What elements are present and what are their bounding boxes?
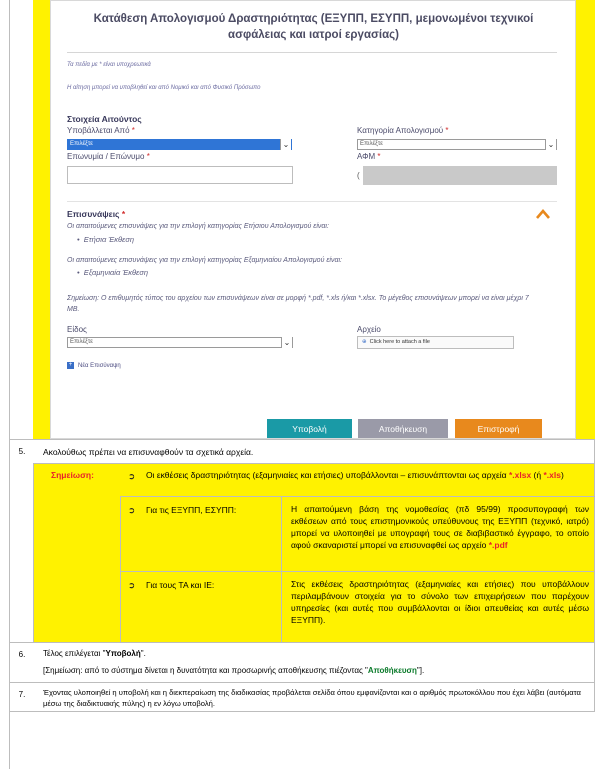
name-label: Επωνυμία / Επώνυμο * [67,152,150,161]
step-number: 7. [18,690,26,699]
type-label: Είδος [67,325,87,334]
step-5-row [9,439,595,463]
section-divider [67,201,557,202]
form-screenshot [50,0,576,439]
new-attachment-link[interactable]: + Νέα Επισύναψη [68,362,121,370]
file-type-note: Σημείωση: Ο επιθυμητός τύπος του αρχείου των επισυνάψεων είναι σε μορφή *.pdf, *.xls ή/και *.xlsx. Το μέγεθος επισυνάψεων μπορεί να είναι μέχρι 7 MB. [67,295,529,313]
type-select[interactable]: Επιλέξτε ⌄ [67,337,293,348]
semiannual-requirements-text: Οι απαιτούμενες επισυνάψεις για την επιλογή κατηγορίας Εξαμηνιαίου Απολογισμού είναι: [67,257,342,264]
chevron-up-icon[interactable] [535,207,551,221]
title-divider [67,52,557,53]
note-1-text: Οι εκθέσεις δραστηριότητας (εξαμηνιαίες και ετήσιες) υποβάλλονται – επισυνάπτονται ως αρχεία *.xlsx (ή *.xls) [146,470,564,480]
note-arrow-1: ➲ [128,471,136,481]
name-input[interactable] [67,166,293,184]
semiannual-required-item: • Εξαμηνιαία Έκθεση [77,268,149,277]
highlight-strip-left [33,0,50,439]
step-6-text: Τέλος επιλέγεται "Υποβολή". [43,649,146,658]
step-5-text: Ακολούθως πρέπει να επισυναφθούν τα σχετικά αρχεία. [43,447,254,457]
step-number: 6. [18,650,26,659]
document-page [9,0,595,769]
chevron-down-icon: ⌄ [281,337,292,348]
afm-label: ΑΦΜ * [357,152,381,161]
attach-icon: ⊕ [362,339,367,345]
required-fields-note: Τα πεδία με * είναι υποχρεωτικά [67,62,151,68]
annual-requirements-text: Οι απαιτούμενες επισυνάψεις για την επιλογή κατηγορίας Ετήσιου Απολογισμού είναι: [67,223,329,230]
category-select[interactable]: Επιλέξτε ⌄ [357,139,557,150]
afm-field-stub: ( [357,171,360,180]
save-button[interactable]: Αποθήκευση [358,419,448,439]
chevron-down-icon: ⌄ [280,139,291,150]
applicant-section-title: Στοιχεία Αιτούντος [67,114,142,124]
note-2-text: Η απαιτούμενη βάση της νομοθεσίας (πδ 95/99) προσυπογραφή των εκθέσεων από τους επιστημονικούς υπεύθυνους της ΕΞΥΠΠ (τεχνικό, ιατρό) μπορεί να υλοποιηθεί με υπογραφή τους σε διαβιβαστικό έγγραφο, το οποίο αφού σκαναριστεί μπορεί να επισυναφθεί ως αρχείο *.pdf [291,504,589,550]
attach-file-button[interactable]: ⊕ Click here to attach a file [357,336,514,349]
plus-icon: + [68,362,73,368]
highlight-strip-right [576,0,595,439]
applicant-type-note: Η αίτηση μπορεί να υποβληθεί και από Νομικό και από Φυσικό Πρόσωπο [67,85,261,91]
note-label: Σημείωση: [51,470,94,480]
back-button[interactable]: Επιστροφή [455,419,542,439]
file-label: Αρχείο [357,325,381,334]
step-7-text: Έχοντας υλοποιηθεί η υποβολή και η διεκπεραίωση της διαδικασίας προβάλεται σελίδα όπου εμφανίζονται και ο αριθμός πρωτοκόλλου που έχει λάβει (αυτόματα μέσω της διαδικτυακής πύλης) η εν λόγω υποβολή. [43,688,581,708]
step-6-row [9,642,595,682]
note-arrow-2: ➲ [128,505,136,515]
submit-button[interactable]: Υποβολή [267,419,352,439]
chevron-down-icon: ⌄ [545,139,556,150]
category-label: Κατηγορία Απολογισμού * [357,126,449,135]
form-title: Κατάθεση Απολογισμού Δραστηριότητας (ΕΞΥΠΠ, ΕΣΥΠΠ, μεμονωμένοι τεχνικοί ασφάλειας και ιατροί εργασίας) [93,13,534,41]
note-2-label: Για τις ΕΞΥΠΠ, ΕΣΥΠΠ: [146,505,237,515]
submitted-by-select[interactable]: Επιλέξτε ⌄ [67,139,292,150]
annual-required-item: • Ετήσια Έκθεση [77,235,135,244]
step-6-save-note: [Σημείωση: από το σύστημα δίνεται η δυνατότητα και προσωρινής αποθήκευσης πιέζοντας "Αποθήκευση"]. [43,666,425,675]
note-3-text: Στις εκθέσεις δραστηριότητας (εξαμηνιαίες και ετήσιες) που υποβάλλουν περιλαμβάνουν στοιχεία για το σύνολο των επιχειρήσεων που παρέχουν υπηρεσίες (και αυτές που συμβάλλονται οι ίδιοι απευθείας και αυτές μέσω ΕΞΥΠΠ). [291,579,589,625]
step-number: 5. [18,447,26,456]
attachments-section-title: Επισυνάψεις * [67,209,126,219]
note-3-label: Για τους ΤΑ και ΙΕ: [146,580,215,590]
submitted-by-label: Υποβάλλεται Από * [67,126,135,135]
step-7-row [9,682,595,712]
afm-redacted-field[interactable] [363,166,557,185]
note-arrow-3: ➲ [128,580,136,590]
